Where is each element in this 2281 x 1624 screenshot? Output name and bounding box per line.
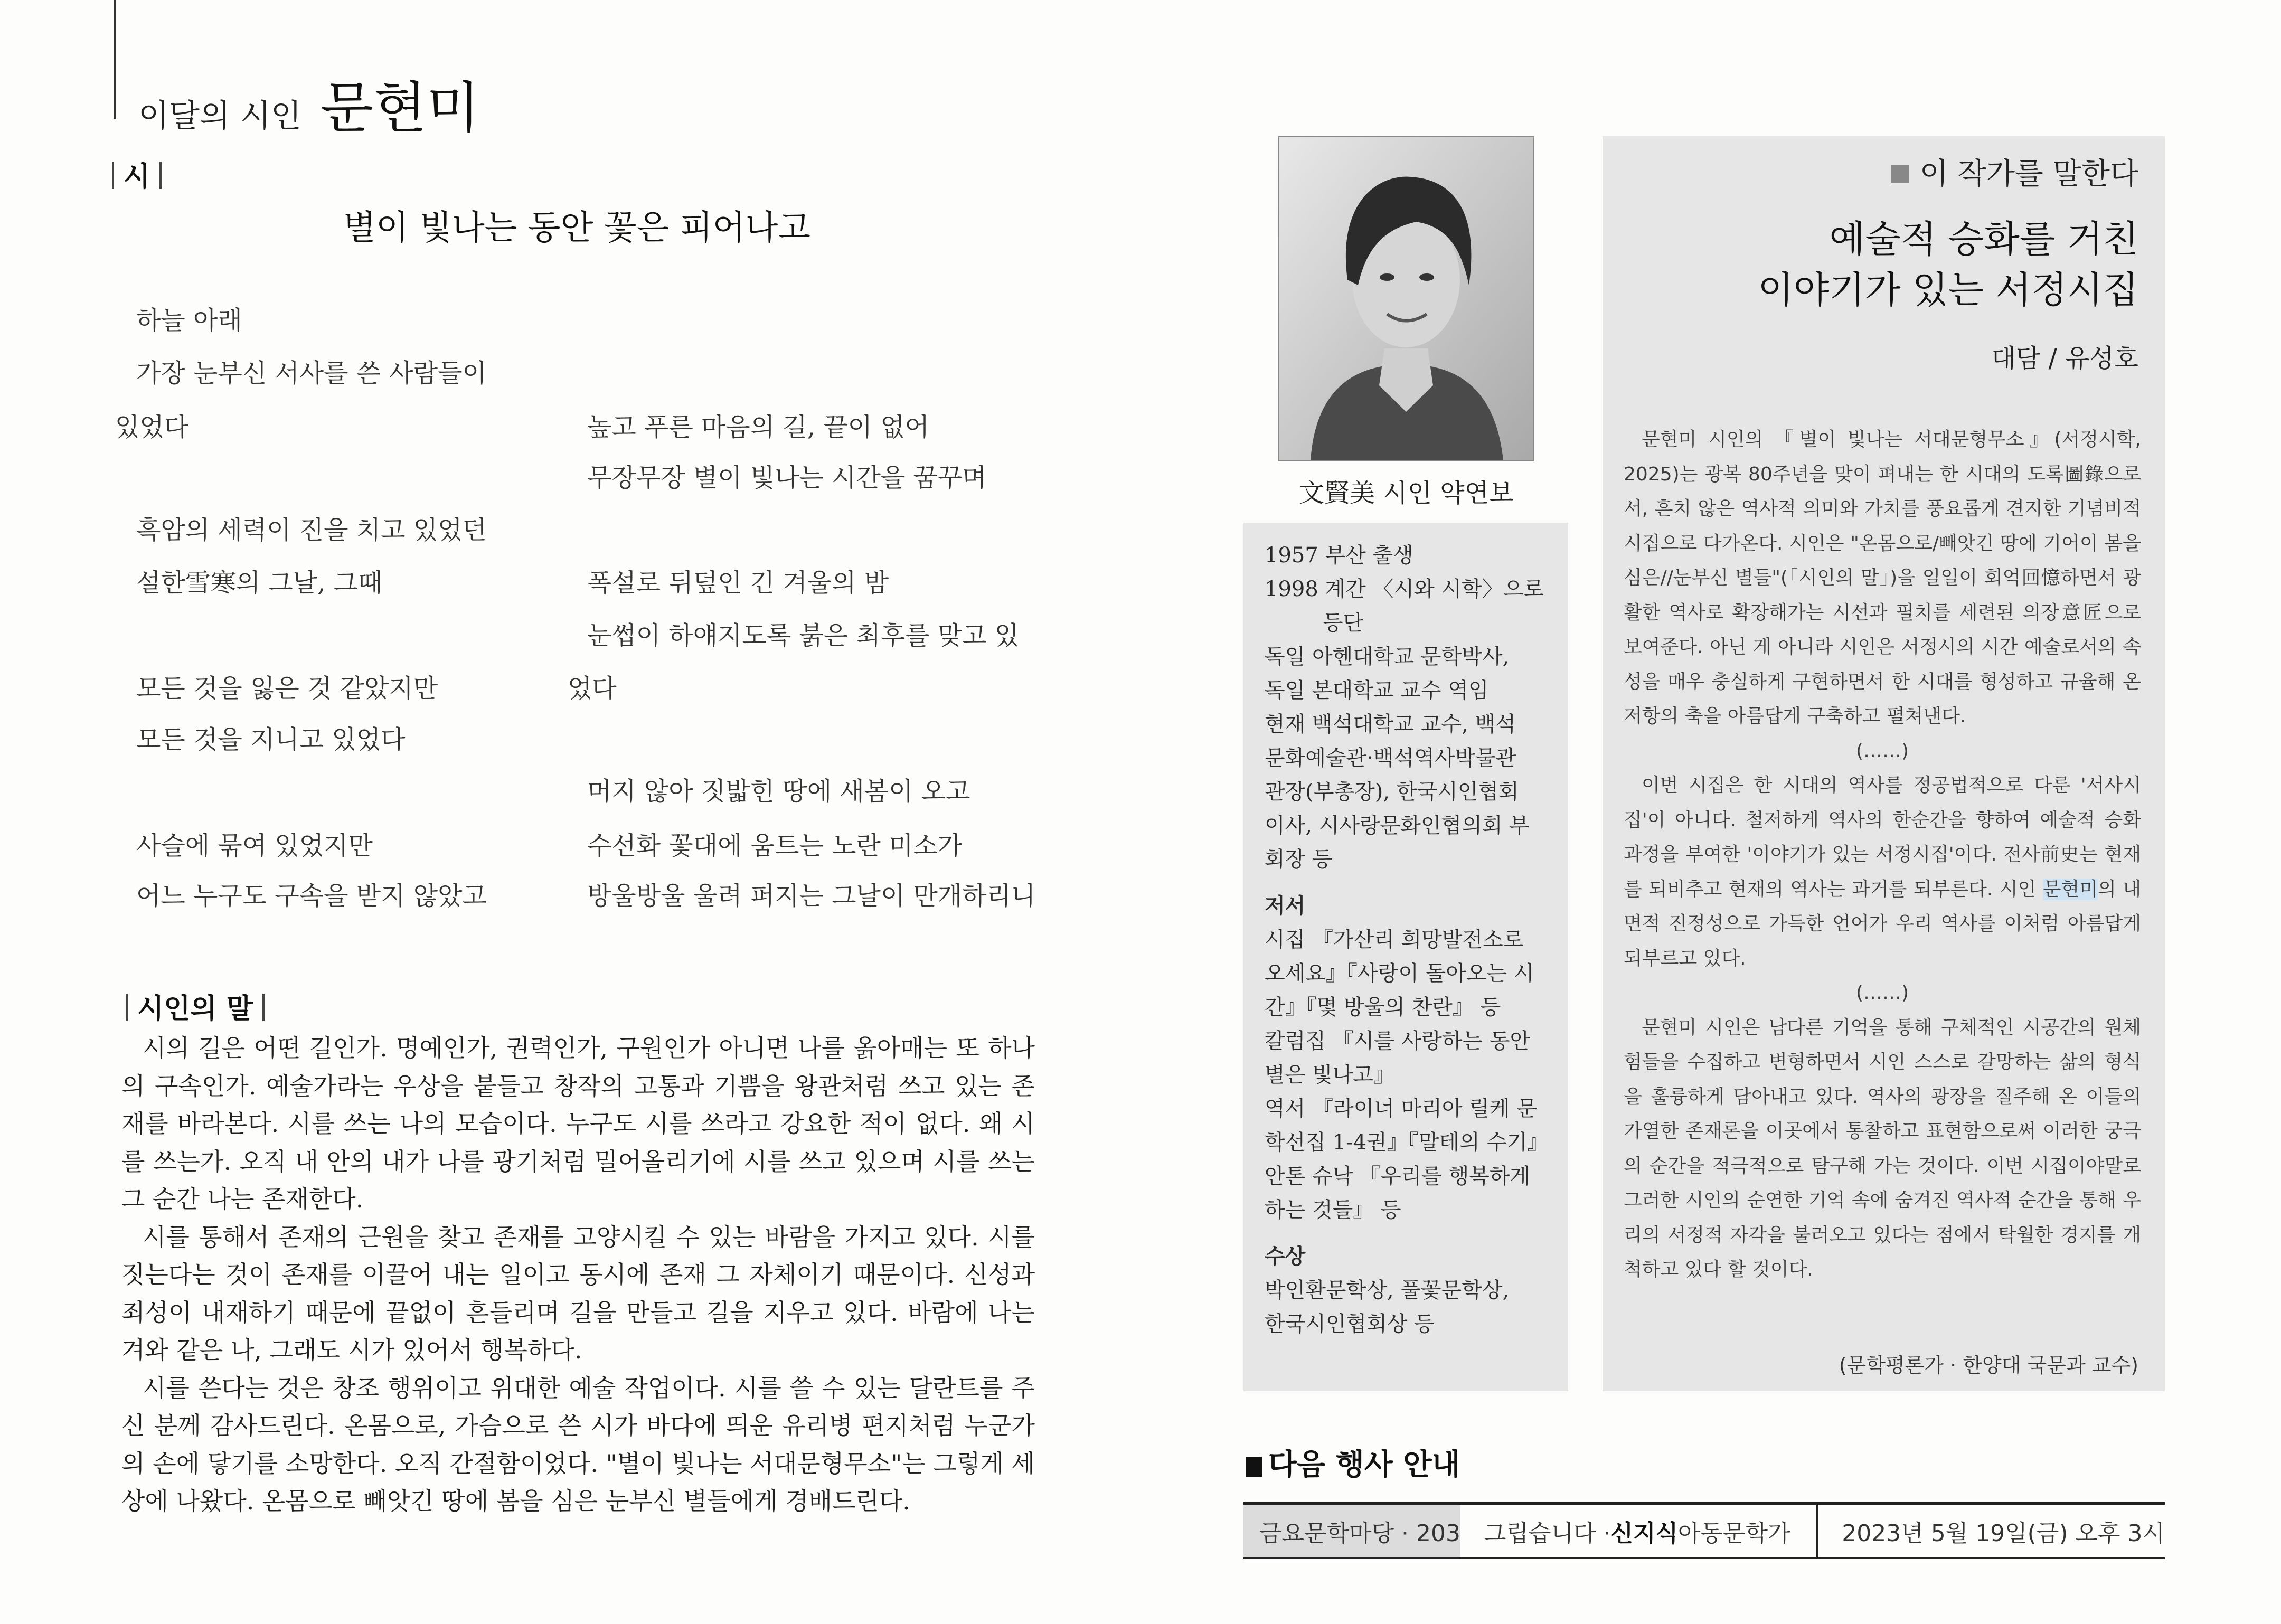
bio-line: 독일 본대학교 교수 역임 xyxy=(1265,678,1489,703)
essay-paragraph: 시를 통해서 존재의 근원을 찾고 존재를 고양시킬 수 있는 바람을 가지고 있다. 시를 짓는다는 것이 존재를 이끌어 내는 일이고 동시에 존재 그 자체이기 때문이다. 신성과 죄성이 내재하기 때문에 끝없이 흔들리며 길을 만들고 길을 지우고 있다. 바람에 나는 겨와 같은 나, 그래도 시가 있어서 행복하다. xyxy=(121,1222,1035,1364)
poem-line: 가장 눈부신 서사를 쓴 사람들이 xyxy=(136,358,487,388)
poem-line: 모든 것을 지니고 있었다 xyxy=(136,725,406,754)
event-title: 다음 행사 안내 xyxy=(1246,1441,1460,1484)
ellipsis: (……) xyxy=(1855,982,1909,1004)
review-paragraph: 문현미 시인은 남다른 기억을 통해 구체적인 시공간의 원체험들을 수집하고 변형하면서 시인 스스로 갈망하는 삶의 형식을 훌륭하게 담아내고 있다. 역사의 광장을 질주해 온 이들의 가열한 존재론을 이곳에서 통찰하고 표현함으로써 이러한 궁극의 순간을 적극적으로 탐구해 가는 것이다. 이번 시집이야말로 그러한 시인의 순연한 기억 속에 숨겨진 역사적 순간을 통해 우리의 서정적 자각을 불러오고 있다는 점에서 탁월한 경지를 개척하고 있다 할 것이다. xyxy=(1624,1016,2141,1280)
guest-name: 신지식 xyxy=(1610,1520,1679,1547)
header-label: 이달의 시인 xyxy=(138,98,301,135)
poem-line: 어느 누구도 구속을 받지 않았고 xyxy=(136,881,487,911)
header-rule xyxy=(114,0,116,119)
poem-line: 눈썹이 하얘지도록 붉은 최후를 맞고 있 xyxy=(587,621,1020,650)
bio-line: 박인환문학상, 풀꽃문학상, xyxy=(1265,1278,1510,1302)
review-kicker: 이 작가를 말한다 xyxy=(1891,150,2138,193)
poem-line: 폭설로 뒤덮인 긴 겨울의 밤 xyxy=(587,568,889,598)
poem-section-label: 시 xyxy=(112,154,171,194)
poem-line: 머지 않아 짓밟힌 땅에 새봄이 오고 xyxy=(587,777,970,806)
bio-line: 한국시인협회상 등 xyxy=(1265,1312,1435,1336)
label-bar xyxy=(126,994,128,1021)
poem-line: 었다 xyxy=(568,674,617,703)
poem-line: 모든 것을 잃은 것 같았지만 xyxy=(136,674,438,703)
bio-line: 등단 xyxy=(1323,611,1364,635)
bio-line: 칼럼집 『시를 사랑하는 동안 xyxy=(1265,1029,1531,1053)
event-guest: 그립습니다 · 신지식 아동문학가 xyxy=(1460,1505,1818,1557)
essay-paragraph: 시의 길은 어떤 길인가. 명예인가, 권력인가, 구원인가 아니면 나를 옭아매는 또 하나의 구속인가. 예술가라는 우상을 붙들고 창작의 고통과 기쁨을 왕관처럼 쓰고 있는 존재를 바라본다. 시를 쓰는 나의 모습이다. 누구도 시를 쓰라고 강요한 적이 없다. 왜 시를 쓰는가. 오직 내 안의 내가 나를 광기처럼 밀어올리기에 시를 쓰고 있으며 시를 쓰는 그 순간 나는 존재한다. xyxy=(121,1034,1035,1213)
square-bullet-icon xyxy=(1246,1457,1262,1477)
poem-line: 높고 푸른 마음의 길, 끝이 없어 xyxy=(587,412,929,442)
bio-line: 시집 『가산리 희망발전소로 xyxy=(1265,928,1524,952)
bio-line: 문화예술관·백석역사박물관 xyxy=(1265,746,1516,770)
essay-paragraph: 시를 쓴다는 것은 창조 행위이고 위대한 예술 작업이다. 시를 쓸 수 있는 달란트를 주신 분께 감사드린다. 온몸으로, 가슴으로 쓴 시가 바다에 띄운 유리병 편지처럼 누군가의 손에 닿기를 소망한다. 오직 간절함이었다. "별이 빛나는 서대문형무소"는 그렇게 세상에 나왔다. 온몸으로 빼앗긴 땅에 봄을 심은 눈부신 별들에게 경배드린다. xyxy=(121,1373,1035,1515)
label-bar xyxy=(112,162,114,189)
review-title-line: 예술적 승화를 거친 xyxy=(1829,218,2138,261)
bio-line: 간』『몇 방울의 찬란』 등 xyxy=(1265,995,1501,1019)
page-header xyxy=(138,63,479,143)
bio-line: 오세요』『사랑이 돌아오는 시 xyxy=(1265,961,1534,986)
bio-line: 이사, 시사랑문화인협의회 부 xyxy=(1265,814,1530,838)
portrait-icon xyxy=(1279,137,1533,460)
ellipsis: (……) xyxy=(1855,740,1909,762)
review-paragraph: 이번 시집은 한 시대의 역사를 정공법적으로 다룬 '서사시집'이 아니다. 철저하게 역사의 한순간을 향하여 예술적 승화 과정을 부여한 '이야기가 있는 서정시집'이다. 전사前史는 현재를 되비추고 현재의 역사는 과거를 되부른다. 시인 문현미의 내면적 진정성으로 가득한 언어가 우리 역사를 이처럼 아름답게 되부르고 있다. xyxy=(1624,775,2141,969)
review-footer: (문학평론가 · 한양대 국문과 교수) xyxy=(1839,1354,2138,1377)
bio-line: 회장 등 xyxy=(1265,847,1333,872)
bio-line: 역서 『라이너 마리아 릴케 문 xyxy=(1265,1097,1537,1121)
bio-line: 별은 빛나고』 xyxy=(1265,1063,1394,1087)
bio-line: 독일 아헨대학교 문학박사, xyxy=(1265,645,1510,669)
bio-text xyxy=(1265,539,1555,1341)
bio-heading: 수상 xyxy=(1265,1244,1306,1269)
portrait-photo xyxy=(1278,136,1534,461)
review-body xyxy=(1624,422,2141,1287)
poem-line: 방울방울 울려 퍼지는 그날이 만개하리니 xyxy=(587,881,1036,911)
photo-caption: 文賢美 시인 약연보 xyxy=(1299,478,1514,508)
poem-line: 무장무장 별이 빛나는 시간을 꿈꾸며 xyxy=(587,463,987,493)
poem-line: 설한雪寒의 그날, 그때 xyxy=(136,568,383,598)
bio-heading: 저서 xyxy=(1265,894,1306,918)
poem-line: 수선화 꽃대에 움트는 노란 미소가 xyxy=(587,831,963,861)
poem-line: 흑암의 세력이 진을 치고 있었던 xyxy=(136,515,487,545)
event-datetime: 2023년 5월 19일(금) 오후 3시 xyxy=(1842,1520,2165,1547)
review-title xyxy=(1758,214,2138,315)
essay-section-label: 시인의 말 xyxy=(126,986,274,1026)
poem-line: 사슬에 묶여 있었지만 xyxy=(136,831,373,861)
label-bar xyxy=(159,162,162,189)
bio-line: 현재 백석대학교 교수, 백석 xyxy=(1265,712,1516,737)
poem-line: 하늘 아래 xyxy=(136,306,242,335)
review-author: 대담 / 유성호 xyxy=(1991,344,2138,373)
highlighted-text: 문현미 xyxy=(2042,878,2098,900)
event-row xyxy=(1243,1502,2165,1559)
review-title-line: 이야기가 있는 서정시집 xyxy=(1758,268,2138,311)
poet-essay xyxy=(121,1030,1035,1521)
bio-line: 안톤 슈낙 『우리를 행복하게 xyxy=(1265,1164,1531,1188)
square-bullet-icon xyxy=(1891,165,1909,183)
poem-line: 있었다 xyxy=(115,412,189,442)
bio-line: 학선집 1-4권』『말테의 수기』 xyxy=(1265,1130,1549,1155)
bio-line: 1957 부산 출생 xyxy=(1265,543,1413,568)
poet-name: 문현미 xyxy=(320,75,480,140)
label-bar xyxy=(262,994,265,1021)
poem-title: 별이 빛나는 동안 꽃은 피어나고 xyxy=(343,209,811,248)
bio-line: 하는 것들』 등 xyxy=(1265,1198,1401,1222)
bio-line: 관장(부총장), 한국시인협회 xyxy=(1265,780,1519,804)
bio-line: 1998 계간 〈시와 시학〉으로 xyxy=(1265,577,1544,601)
event-series: 금요문학마당 · 203 xyxy=(1243,1505,1460,1557)
review-paragraph: 문현미 시인의 『별이 빛나는 서대문형무소』(서정시학, 2025)는 광복 80주년을 맞이 펴내는 한 시대의 도록圖錄으로서, 흔치 않은 역사적 의미와 가치를 풍요롭게 견지한 기념비적 시집으로 다가온다. 시인은 "온몸으로/빼앗긴 땅에 기어이 봄을 심은//눈부신 별들"(「시인의 말」)을 일일이 회억回憶하면서 광활한 역사로 확장해가는 시선과 필치를 세련된 의장意匠으로 보여준다. 아닌 게 아니라 시인은 서정시의 시간 예술로서의 속성을 매우 충실하게 구현하면서 한 시대를 형성하고 규율해 온 저항의 축을 아름답게 구축하고 펼쳐낸다. xyxy=(1624,429,2141,727)
